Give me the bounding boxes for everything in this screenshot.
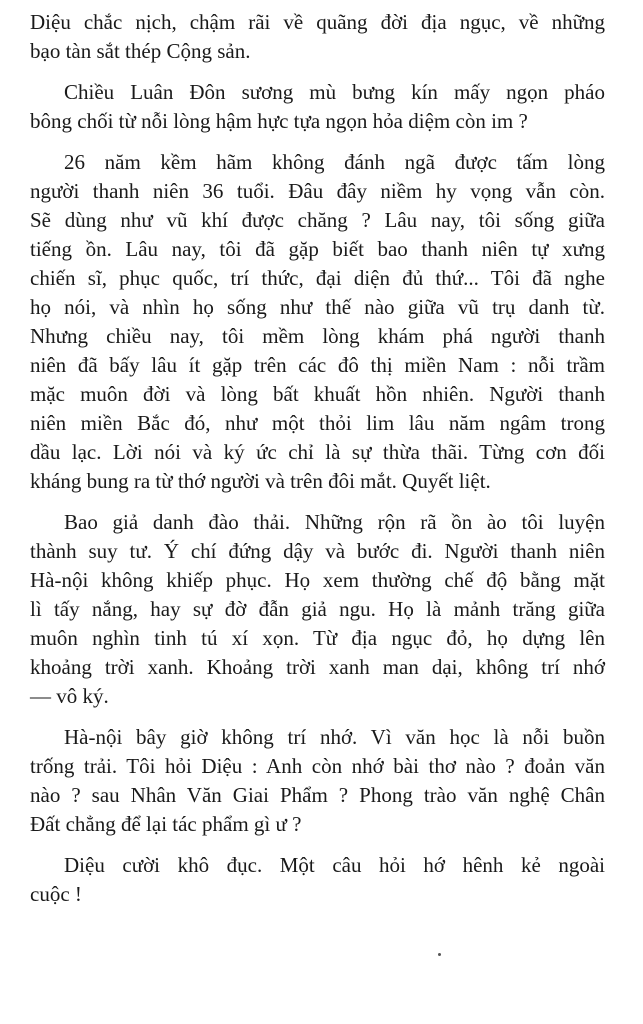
text-line: Sẽ dùng như vũ khí được chăng ? Lâu nay, tôi sống giữa: [30, 208, 605, 232]
text-line: nào ? sau Nhân Văn Giai Phẩm ? Phong trào văn nghệ Chân: [30, 783, 605, 807]
text-line: Bao giả danh đào thải. Những rộn rã ồn ào tôi luyện: [64, 510, 605, 534]
text-line: Diệu cười khô đục. Một câu hỏi hớ hênh kẻ ngoài: [64, 853, 605, 877]
text-line: dầu lạc. Lời nói và ký ức chỉ là sự thừa thãi. Từng cơn đối: [30, 440, 605, 464]
text-line: 26 năm kềm hãm không đánh ngã được tấm lòng: [64, 150, 605, 174]
text-line: mặc muôn đời và lòng bất khuất hồn nhiên. Người thanh: [30, 382, 605, 406]
text-line: bông chối từ nỗi lòng hậm hực tựa ngọn hỏa diệm còn im ?: [30, 109, 528, 133]
paragraph: [30, 148, 605, 496]
page-text: [30, 8, 605, 909]
text-line: cuộc !: [30, 882, 82, 906]
text-line: họ nói, và nhìn họ sống như thế nào giữa vũ trụ danh từ.: [30, 295, 605, 319]
paragraph: [30, 851, 605, 909]
text-line: kháng bung ra từ thớ người và trên đôi mắt. Quyết liệt.: [30, 469, 491, 493]
text-line: chiến sĩ, phục quốc, trí thức, đại diện đủ thứ... Tôi đã nghe: [30, 266, 605, 290]
paragraph: [30, 508, 605, 711]
paragraph: [30, 723, 605, 839]
text-line: lì tấy nắng, hay sự đờ đẫn giả ngu. Họ là mảnh trăng giữa: [30, 597, 605, 621]
text-line: Hà-nội không khiếp phục. Họ xem thường chế độ bằng mặt: [30, 568, 605, 592]
text-line: Nhưng chiều nay, tôi mềm lòng khám phá người thanh: [30, 324, 605, 348]
text-line: Diệu chắc nịch, chậm rãi về quãng đời địa ngục, về những: [30, 10, 605, 34]
text-line: niên miền Bắc đó, như một thỏi lim lâu năm ngâm trong: [30, 411, 605, 435]
text-line: tiếng ồn. Lâu nay, tôi đã gặp biết bao thanh niên tự xưng: [30, 237, 605, 261]
text-line: Chiều Luân Đôn sương mù bưng kín mấy ngọn pháo: [64, 80, 605, 104]
text-line: khoảng trời xanh. Khoảng trời xanh man dại, không trí nhớ: [30, 655, 605, 679]
text-line: niên đã bấy lâu ít gặp trên các đô thị miền Nam : nỗi trầm: [30, 353, 605, 377]
ink-speck: [438, 953, 441, 956]
text-line: bạo tàn sắt thép Cộng sản.: [30, 39, 251, 63]
text-line: thành suy tư. Ý chí đứng dậy và bước đi. Người thanh niên: [30, 539, 605, 563]
text-line: — vô ký.: [30, 684, 109, 708]
text-line: Đất chẳng để lại tác phẩm gì ư ?: [30, 812, 302, 836]
paragraph: [30, 8, 605, 66]
text-line: người thanh niên 36 tuổi. Đâu đây niềm hy vọng vẫn còn.: [30, 179, 605, 203]
text-line: Hà-nội bây giờ không trí nhớ. Vì văn học là nỗi buồn: [64, 725, 605, 749]
paragraph: [30, 78, 605, 136]
text-line: trống trải. Tôi hỏi Diệu : Anh còn nhớ bài thơ nào ? đoản văn: [30, 754, 605, 778]
text-line: muôn nghìn tinh tú xí xọn. Từ địa ngục đỏ, họ dựng lên: [30, 626, 605, 650]
